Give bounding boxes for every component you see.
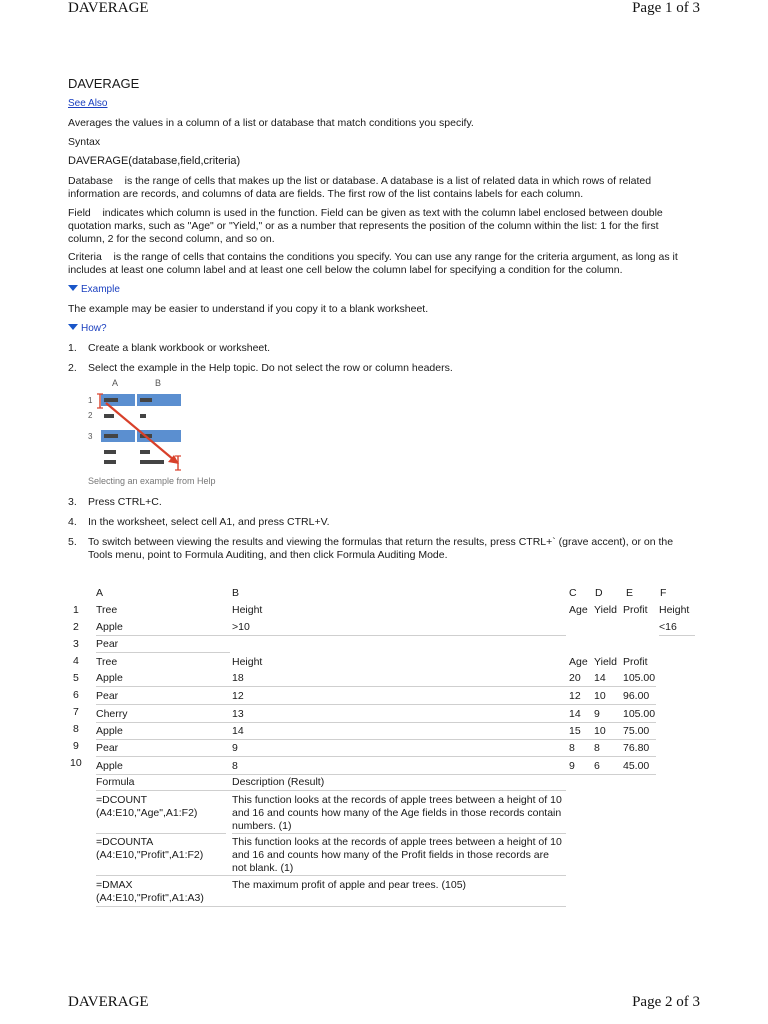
step-text: Create a blank workbook or worksheet. xyxy=(88,342,271,354)
criteria-header-cell: Tree xyxy=(96,604,118,616)
table-cell: >10 xyxy=(232,621,250,633)
figure-row-3: 3 xyxy=(88,432,93,441)
criteria-term: Criteria xyxy=(68,251,102,263)
step-number: 1. xyxy=(68,342,77,354)
table-cell: Apple xyxy=(96,672,123,684)
row-number: 3 xyxy=(73,638,79,650)
example-toggle[interactable] xyxy=(68,283,120,296)
step-text: Press CTRL+C. xyxy=(88,496,162,508)
formula-description: The maximum profit of apple and pear trees. (105) xyxy=(232,879,467,891)
table-cell: 9 xyxy=(569,760,575,772)
formula-description: This function looks at the records of apple trees between a height of 10 and 16 and counts how many of the Profit fields in those records are not blank. (1) xyxy=(232,836,562,874)
formula-cell xyxy=(96,836,226,862)
selection-graphic-icon xyxy=(84,376,194,472)
row-number: 7 xyxy=(73,706,79,718)
formula-header: Formula xyxy=(96,776,135,788)
example-worksheet xyxy=(0,584,768,914)
page-header-number: Page 1 of 3 xyxy=(632,0,700,16)
table-cell: Apple xyxy=(96,621,123,633)
table-cell: Pear xyxy=(96,638,119,650)
formula-name: =DMAX xyxy=(96,879,133,891)
data-header-cell: Tree xyxy=(96,656,118,668)
example-toggle-label: Example xyxy=(81,284,120,295)
figure-col-b: B xyxy=(155,378,162,388)
table-cell: 13 xyxy=(232,708,244,720)
figure-row-2: 2 xyxy=(88,411,93,420)
column-letter: A xyxy=(96,587,104,599)
criteria-header-cell: Profit xyxy=(623,604,648,616)
table-cell: 75.00 xyxy=(623,725,650,737)
doc-heading: DAVERAGE xyxy=(68,76,140,91)
formula-description: This function looks at the records of apple trees between a height of 10 and 16 and counts how many of the Age fields in those records contain numbers. (1) xyxy=(232,794,562,832)
database-arg xyxy=(68,175,696,201)
figure-col-a: A xyxy=(112,378,119,388)
table-cell: 14 xyxy=(594,672,606,684)
table-cell: 18 xyxy=(232,672,244,684)
see-also-link[interactable]: See Also xyxy=(68,98,108,109)
data-header-cell: Profit xyxy=(623,656,648,668)
column-letter: F xyxy=(660,587,667,599)
row-number: 10 xyxy=(70,757,82,769)
table-cell: 76.80 xyxy=(623,742,650,754)
table-cell: 105.00 xyxy=(623,672,656,684)
criteria-description: is the range of cells that contains the conditions you specify. You can use any range for the criteria argument, as long as it includes at least one column label and at least one cell below the column label for specifying a condition for the column. xyxy=(68,251,678,276)
step-text: To switch between viewing the results and viewing the formulas that return the results, press CTRL+` (grave accent), or on the Tools menu, point to Formula Auditing, and then click Formula Auditing Mode. xyxy=(88,536,674,561)
table-cell: 10 xyxy=(594,690,606,702)
formula-args: (A4:E10,"Profit",A1:F2) xyxy=(96,849,204,861)
formula-cell xyxy=(96,794,226,820)
row-number: 8 xyxy=(73,723,79,735)
selection-illustration xyxy=(84,376,194,472)
formula-args: (A4:E10,"Profit",A1:A3) xyxy=(96,892,204,904)
step-number: 2. xyxy=(68,362,77,374)
criteria-header-cell: Height xyxy=(659,604,690,616)
step-number: 3. xyxy=(68,496,77,508)
table-cell: 14 xyxy=(232,725,244,737)
syntax-label: Syntax xyxy=(68,136,101,148)
step-number: 4. xyxy=(68,516,77,528)
table-cell: 20 xyxy=(569,672,581,684)
step-text: Select the example in the Help topic. Do not select the row or column headers. xyxy=(88,362,453,374)
field-description: indicates which column is used in the function. Field can be given as text with the column label enclosed between double quotation marks, such as "Age" or "Yield," or as a number that represents the position of the column within the list: 1 for the first column, 2 for the second column, and so on. xyxy=(68,207,663,245)
formula-cell xyxy=(96,879,226,905)
formula-name: =DCOUNTA xyxy=(96,836,154,848)
figure-caption: Selecting an example from Help xyxy=(88,476,216,486)
column-letter: C xyxy=(569,587,577,599)
table-cell: Pear xyxy=(96,742,119,754)
intro-text: Averages the values in a column of a list or database that match conditions you specify. xyxy=(68,117,474,129)
how-toggle[interactable] xyxy=(68,322,107,335)
column-letter: E xyxy=(626,587,634,599)
syntax-text: DAVERAGE(database,field,criteria) xyxy=(68,155,241,167)
row-number: 5 xyxy=(73,672,79,684)
table-cell: Cherry xyxy=(96,708,128,720)
table-cell: 45.00 xyxy=(623,760,650,772)
table-cell: 9 xyxy=(232,742,238,754)
data-header-cell: Height xyxy=(232,656,263,668)
row-number: 2 xyxy=(73,621,79,633)
table-cell: 14 xyxy=(569,708,581,720)
expand-triangle-icon xyxy=(68,285,78,291)
data-header-cell: Yield xyxy=(594,656,617,668)
table-cell: 8 xyxy=(594,742,600,754)
table-cell: 6 xyxy=(594,760,600,772)
column-letter: D xyxy=(595,587,603,599)
criteria-header-cell: Height xyxy=(232,604,263,616)
table-cell: 15 xyxy=(569,725,581,737)
step-text: In the worksheet, select cell A1, and press CTRL+V. xyxy=(88,516,330,528)
data-header-cell: Age xyxy=(569,656,588,668)
row-number: 1 xyxy=(73,604,79,616)
example-intro: The example may be easier to understand if you copy it to a blank worksheet. xyxy=(68,303,429,315)
database-term: Database xyxy=(68,175,113,187)
page-header-title: DAVERAGE xyxy=(68,0,149,16)
table-cell: Apple xyxy=(96,725,123,737)
criteria-header-cell: Yield xyxy=(594,604,617,616)
criteria-arg xyxy=(68,251,696,277)
page-footer-number: Page 2 of 3 xyxy=(632,994,700,1010)
formula-name: =DCOUNT xyxy=(96,794,148,806)
expand-triangle-icon xyxy=(68,324,78,330)
criteria-header-cell: Age xyxy=(569,604,588,616)
how-toggle-label: How? xyxy=(81,323,107,334)
table-cell: 12 xyxy=(232,690,244,702)
figure-row-1: 1 xyxy=(88,396,93,405)
table-cell: 8 xyxy=(569,742,575,754)
table-cell: Apple xyxy=(96,760,123,772)
row-number: 4 xyxy=(73,655,79,667)
page-footer-title: DAVERAGE xyxy=(68,994,149,1010)
table-cell: Pear xyxy=(96,690,119,702)
row-number: 6 xyxy=(73,689,79,701)
step-number: 5. xyxy=(68,536,77,548)
field-arg xyxy=(68,207,696,246)
description-header: Description (Result) xyxy=(232,776,325,788)
table-cell: <16 xyxy=(659,621,677,633)
database-description: is the range of cells that makes up the list or database. A database is a list of related data in which rows of related information are records, and columns of data are fields. The first row of the list contains labels for each column. xyxy=(68,175,652,200)
table-cell: 8 xyxy=(232,760,238,772)
column-letter: B xyxy=(232,587,240,599)
table-cell: 105.00 xyxy=(623,708,656,720)
table-cell: 96.00 xyxy=(623,690,650,702)
table-cell: 9 xyxy=(594,708,600,720)
field-term: Field xyxy=(68,207,91,219)
table-cell: 10 xyxy=(594,725,606,737)
formula-args: (A4:E10,"Age",A1:F2) xyxy=(96,807,198,819)
row-number: 9 xyxy=(73,740,79,752)
table-cell: 12 xyxy=(569,690,581,702)
